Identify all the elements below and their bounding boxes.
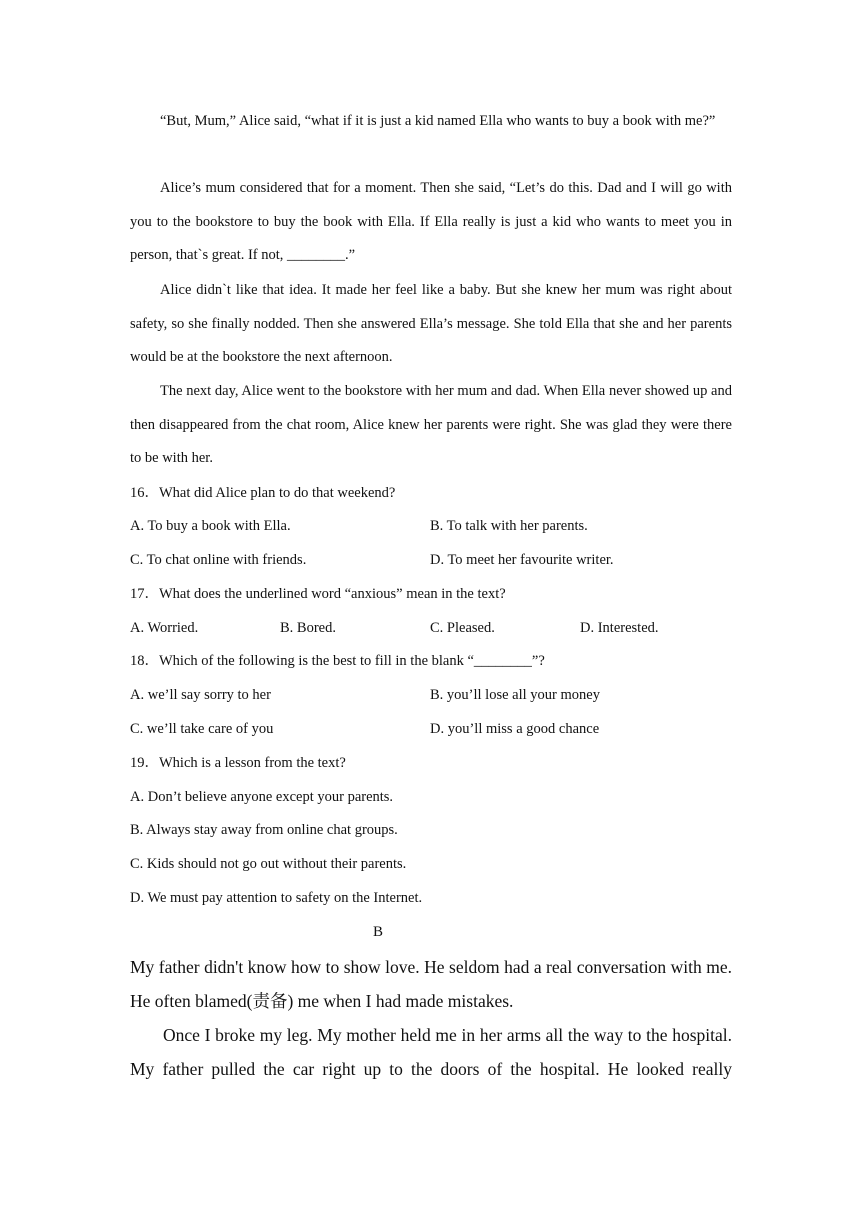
- option-row: [130, 612, 732, 646]
- option: C. Pleased.: [430, 620, 495, 636]
- option: C. we’ll take care of you: [130, 721, 274, 737]
- option: D. We must pay attention to safety on the Internet.: [130, 890, 423, 906]
- question-stem: 16．What did Alice plan to do that weekend?: [130, 485, 396, 501]
- option-row: [130, 713, 732, 747]
- option: A. we’ll say sorry to her: [130, 687, 271, 703]
- option-row: [130, 679, 732, 713]
- question-stem: 17．What does the underlined word “anxious” mean in the text?: [130, 586, 506, 602]
- option-row: [130, 544, 732, 578]
- question-stem: 19．Which is a lesson from the text?: [130, 755, 346, 771]
- passage-a-paragraph: The next day, Alice went to the bookstore with her mum and dad. When Ella never showed up and then disappeared from the chat room, Alice knew her parents were right. She was glad they were there to be with her.: [130, 383, 732, 467]
- option: D. you’ll miss a good chance: [430, 721, 600, 737]
- question-stem: 18．Which of the following is the best to fill in the blank “________”?: [130, 653, 545, 669]
- option: B. you’ll lose all your money: [430, 687, 600, 703]
- option: B. To talk with her parents.: [430, 518, 588, 534]
- option: D. Interested.: [580, 620, 659, 636]
- option-row: [130, 510, 732, 544]
- passage-a-paragraph: Alice’s mum considered that for a moment. Then she said, “Let’s do this. Dad and I will go with you to the bookstore to buy the book with Ella. If Ella really is just a kid who wants to meet you in person, that`s great. If not, ________.”: [130, 180, 732, 264]
- passage-a-paragraph: Alice didn`t like that idea. It made her feel like a baby. But she knew her mum was right about safety, so she finally nodded. Then she answered Ella’s message. She told Ella that she and her parents would be at the bookstore the next afternoon.: [130, 282, 732, 366]
- option: C. To chat online with friends.: [130, 552, 307, 568]
- option: B. Bored.: [280, 620, 336, 636]
- option: C. Kids should not go out without their parents.: [130, 856, 407, 872]
- passage-b-paragraph: Once I broke my leg. My mother held me in her arms all the way to the hospital. My father pulled the car right up to the doors of the hospital. He looked really: [130, 1025, 732, 1079]
- passage-b-paragraph: My father didn't know how to show love. He seldom had a real conversation with me. He often blamed(责备) me when I had made mistakes.: [130, 957, 732, 1011]
- option: B. Always stay away from online chat groups.: [130, 822, 398, 838]
- option: D. To meet her favourite writer.: [430, 552, 614, 568]
- section-heading: B: [372, 924, 383, 940]
- passage-a-paragraph: “But, Mum,” Alice said, “what if it is just a kid named Ella who wants to buy a book with me?”: [160, 113, 716, 129]
- option: A. Don’t believe anyone except your parents.: [130, 789, 394, 805]
- option: A. Worried.: [130, 620, 199, 636]
- option: A. To buy a book with Ella.: [130, 518, 291, 534]
